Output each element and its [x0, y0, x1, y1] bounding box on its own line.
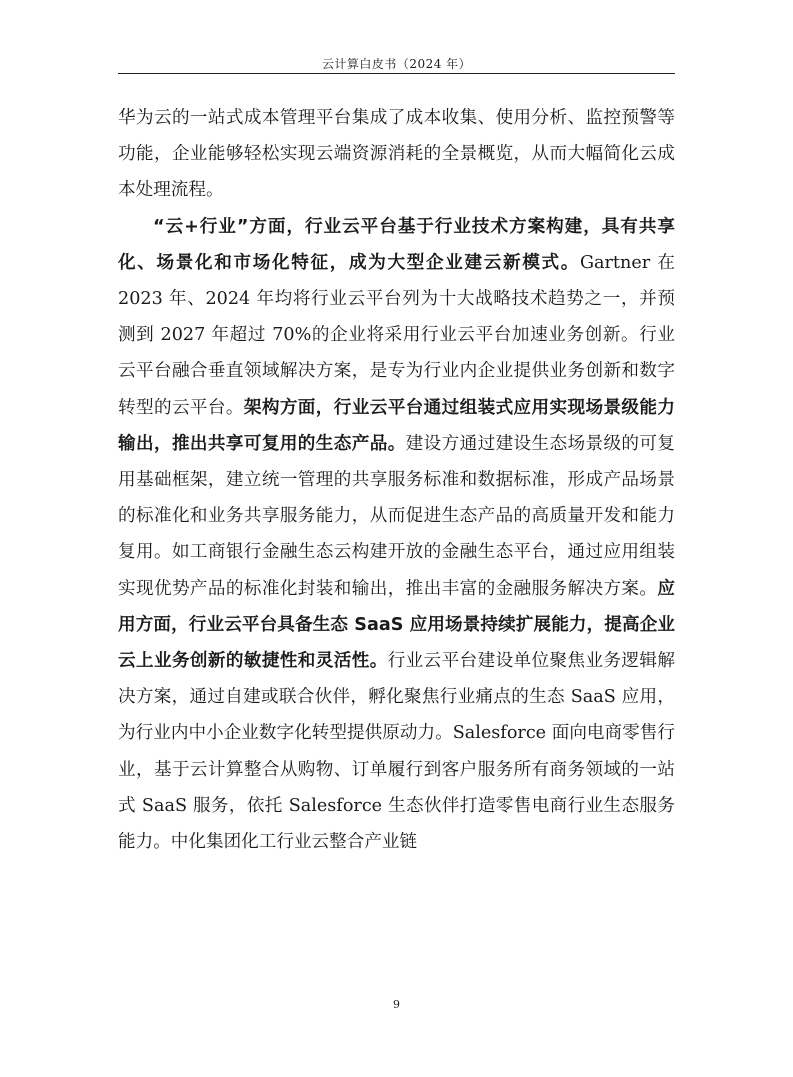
body-text	[118, 100, 675, 860]
paragraph-cost-management	[118, 100, 675, 209]
text-segment: 行业云平台建设单位聚焦业务逻辑解决方案，通过自建或联合伙伴，孵化聚焦行业痛点的生态 SaaS 应用，为行业内中小企业数字化转型提供原动力。Salesforce 面向电商零售行业，基于云计算整合从购物、订单履行到客户服务所有商务领域的一站式 SaaS 服务，依托 Salesforce 生态伙伴打造零售电商行业生态服务能力。中化集团化工行业云整合产业链	[118, 651, 675, 853]
paragraph-industry-cloud	[118, 209, 675, 861]
header-divider	[118, 73, 675, 74]
text-segment: Gartner 在 2023 年、2024 年均将行业云平台列为十大战略技术趋势之一，并预测到 2027 年超过 70%的企业将采用行业云平台加速业务创新。行业云平台融合垂直领域解决方案，是专为行业内企业提供业务创新和数字转型的云平台。	[118, 252, 675, 418]
text-segment: 建设方通过建设生态场景级的可复用基础框架，建立统一管理的共享服务标准和数据标准，形成产品场景的标准化和业务共享服务能力，从而促进生态产品的高质量开发和能力复用。如工商银行金融生态云构建开放的金融生态平台，通过应用组装实现优势产品的标准化封装和输出，推出丰富的金融服务解决方案。	[118, 433, 675, 599]
running-header: 云计算白皮书（2024 年）	[321, 57, 472, 71]
text-segment: 华为云的一站式成本管理平台集成了成本收集、使用分析、监控预警等功能，企业能够轻松实现云端资源消耗的全景概览，从而大幅简化云成本处理流程。	[118, 108, 675, 201]
bold-heading-segment: “云+行业”方面，行业云平台基于行业技术方案构建，具有共享化、场景化和市场化特征，成为大型企业建云新模式。	[118, 216, 675, 273]
bold-heading-segment: 架构方面，行业云平台通过组装式应用实现场景级能力输出，推出共享可复用的生态产品。	[118, 397, 675, 454]
page-number: 9	[393, 998, 400, 1011]
bold-heading-segment: 应用方面，行业云平台具备生态 SaaS 应用场景持续扩展能力，提高企业云上业务创新的敏捷性和灵活性。	[118, 578, 675, 672]
